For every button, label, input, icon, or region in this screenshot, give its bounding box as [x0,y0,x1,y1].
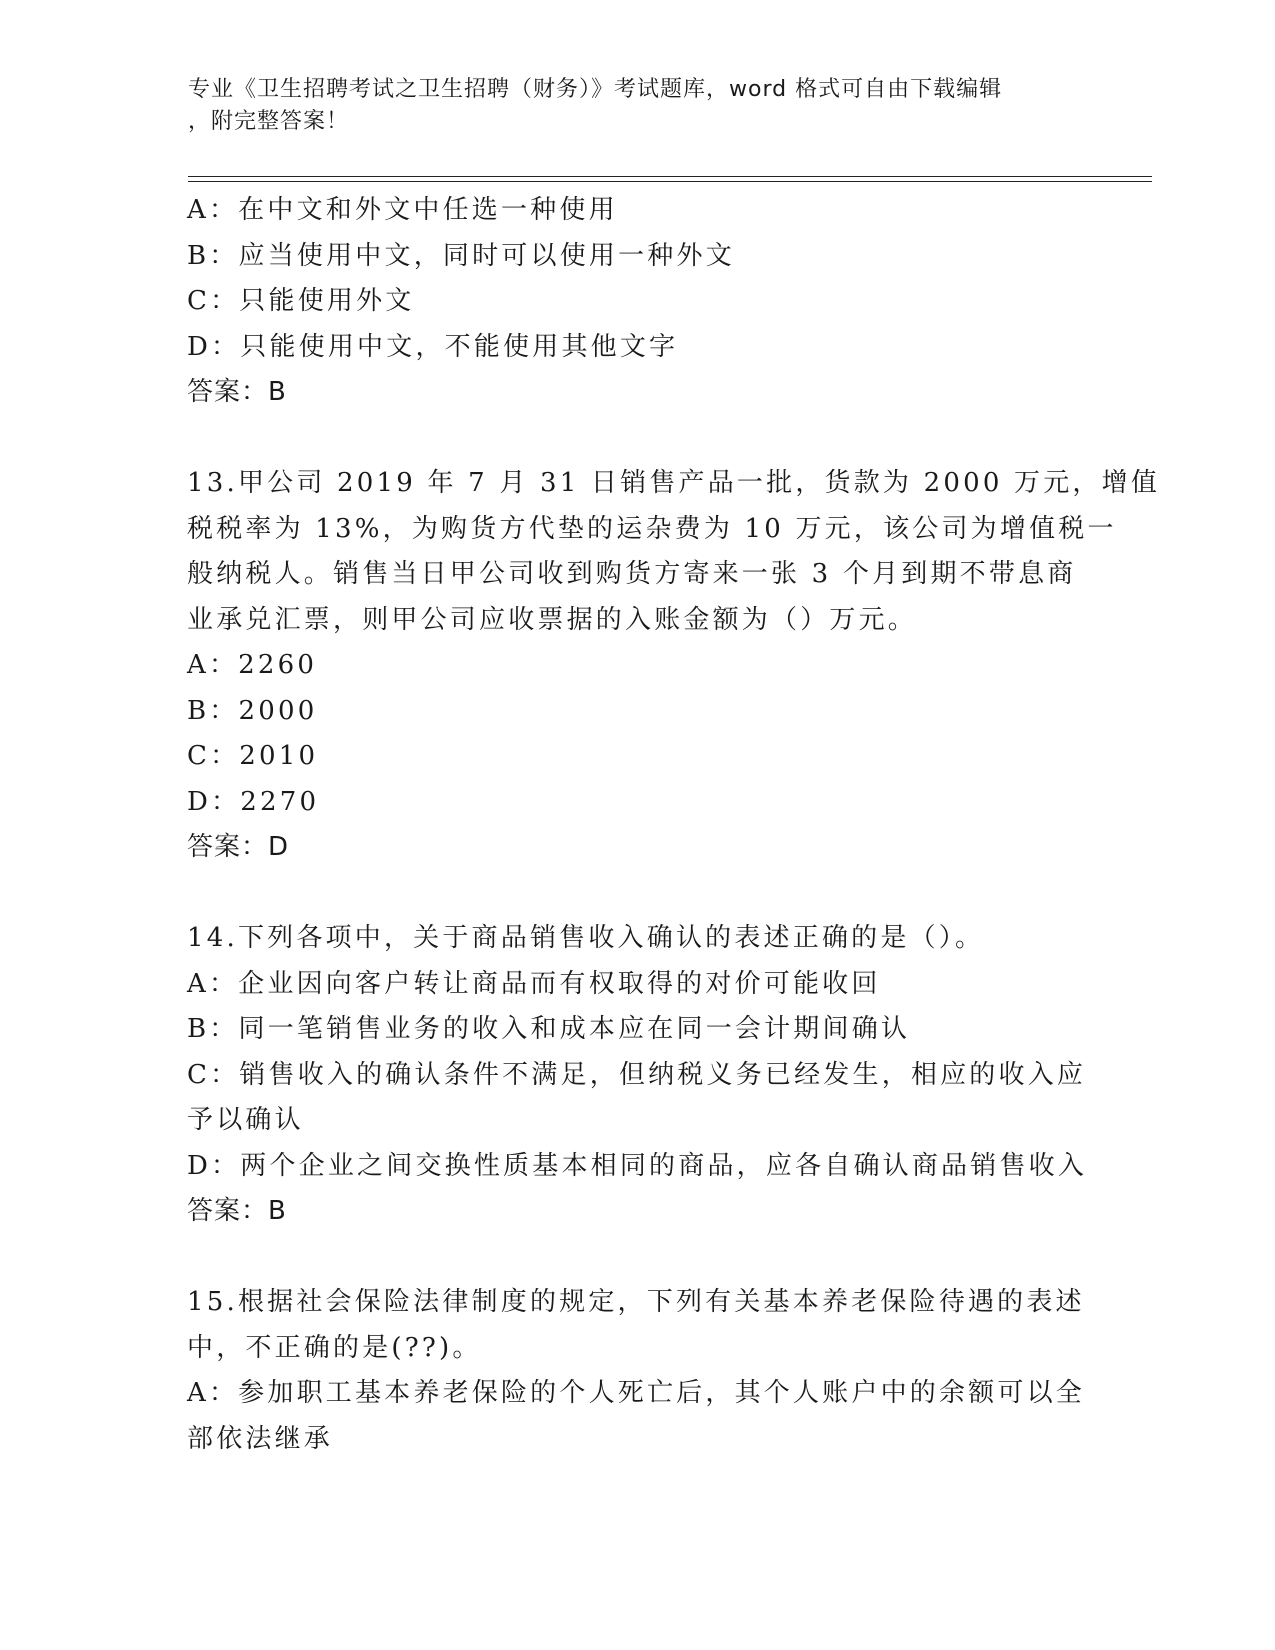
question-text-line: 15.根据社会保险法律制度的规定，下列有关基本养老保险待遇的表述 [187,1287,1085,1317]
header-line-2: ，附完整答案！ [188,109,350,134]
option-d: D：只能使用中文，不能使用其他文字 [187,331,679,362]
question-text-line: 中，不正确的是(??)。 [187,1332,482,1363]
question-text-line: 般纳税人。销售当日甲公司收到购货方寄来一张 3 个月到期不带息商 [187,559,1077,589]
option-a: A：2260 [187,650,318,680]
option-b: B：同一笔销售业务的收入和成本应在同一会计期间确认 [187,1014,911,1044]
option-c: C：2010 [187,741,319,771]
option-b: B：应当使用中文，同时可以使用一种外文 [187,240,735,271]
option-d: D：两个企业之间交换性质基本相同的商品，应各自确认商品销售收入 [187,1150,1088,1181]
question-text-line: 税税率为 13%，为购货方代垫的运杂费为 10 万元，该公司为增值税一 [187,513,1117,544]
option-c: C：只能使用外文 [187,286,415,316]
question-block [187,1280,1087,1462]
option-d: D：2270 [187,786,320,817]
answer-line: 答案：B [187,377,287,407]
answer-line: 答案：B [187,1196,287,1226]
question-text-line: 业承兑汇票，则甲公司应收票据的入账金额为（）万元。 [187,604,918,635]
spacer [187,416,1087,462]
header-divider-secondary [188,181,1152,182]
option-a: A：企业因向客户转让商品而有权取得的对价可能收回 [187,968,881,999]
option-a: A：在中文和外文中任选一种使用 [187,195,618,225]
question-content [187,188,1161,1462]
option-c: C：销售收入的确认条件不满足，但纳税义务已经发生，相应的收入应 [187,1059,1087,1090]
option-a-continued: 部依法继承 [187,1423,334,1454]
header-divider [188,176,1152,177]
page-header [188,74,1088,138]
option-b: B：2000 [187,695,318,726]
header-line-1: 专业《卫生招聘考试之卫生招聘（财务）》考试题库，word 格式可自由下载编辑 [188,77,1003,102]
option-c-continued: 予以确认 [187,1105,304,1135]
answer-line: 答案：D [187,832,290,862]
spacer [187,1235,1087,1281]
question-block [187,188,1087,416]
spacer [187,871,1087,917]
option-a: A：参加职工基本养老保险的个人死亡后，其个人账户中的余额可以全 [187,1378,1085,1408]
question-block [187,916,1087,1235]
question-text-line: 13.甲公司 2019 年 7 月 31 日销售产品一批，货款为 2000 万元，增值 [187,468,1161,498]
question-text-line: 14.下列各项中，关于商品销售收入确认的表述正确的是（）。 [187,923,985,953]
question-block [187,461,1161,871]
